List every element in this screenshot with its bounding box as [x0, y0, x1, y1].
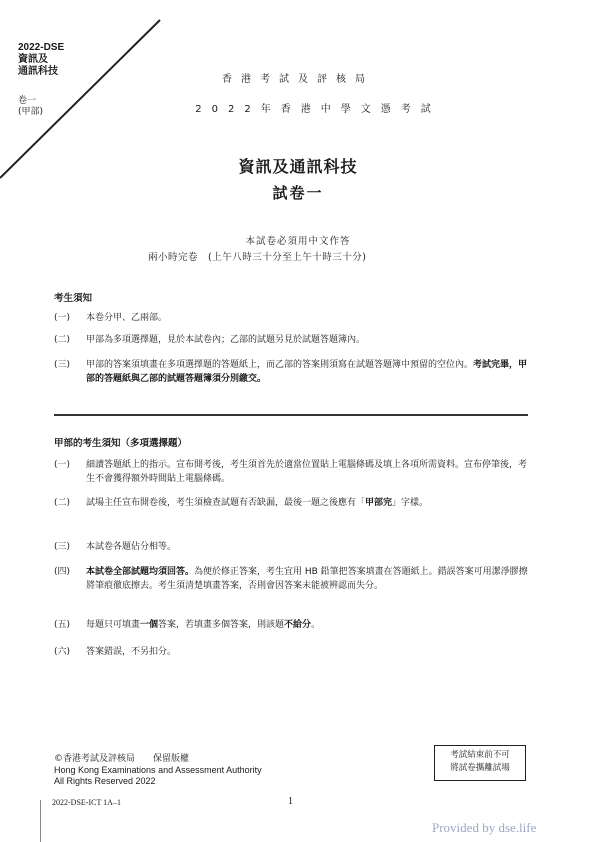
- notice-line2: 將試卷攜離試場: [450, 763, 510, 773]
- item-text: 細讀答題紙上的指示。宣布開考後，考生須首先於適當位置貼上電腦條碼及填上各項所需資料。宣布停筆後，考生不會獲得額外時間貼上電腦條碼。: [86, 460, 528, 484]
- corner-paper-line1: 卷一: [18, 96, 37, 106]
- subject-title: 資訊及通訊科技: [238, 157, 358, 176]
- item-number: (三): [54, 360, 71, 370]
- item-number: (五): [54, 620, 71, 630]
- section-a-item-5: [54, 618, 534, 632]
- item-number: (四): [54, 567, 71, 577]
- item-text-part: 答案，若填畫多個答案，則該題: [158, 620, 285, 630]
- exam-name: 2022年香港中學文憑考試: [195, 104, 441, 115]
- duration-text: 兩小時完卷: [148, 252, 199, 263]
- authority-name: 香港考試及評核局: [222, 74, 374, 85]
- item-text: [86, 565, 534, 593]
- item-text-bold: 一個: [140, 620, 159, 630]
- item-text-part: 。: [311, 620, 321, 630]
- general-item-1: [54, 311, 534, 325]
- corner-paper-line2: (甲部): [18, 107, 44, 117]
- corner-subject-line1: 資訊及: [18, 54, 48, 65]
- item-text-bold: 考試完畢，甲部的答題紙與乙部的試題答題簿須分別繳交。: [86, 360, 528, 384]
- paper-title: 試卷一: [272, 184, 324, 202]
- item-number: (一): [54, 313, 71, 323]
- item-text: [86, 618, 534, 632]
- item-text-part: 每題只可填畫: [86, 620, 141, 630]
- general-instructions-heading: 考生須知: [54, 293, 93, 304]
- item-text-part: 為便於修正答案，考生宜用 HB 鉛筆把答案填畫在答題紙上。錯誤答案可用潔淨膠擦將筆痕徹底擦去。考生須清楚填畫答案，否則會因答案未能被辨認而失分。: [86, 567, 528, 591]
- item-number: (二): [54, 498, 71, 508]
- item-text-bold: 甲部完: [365, 498, 393, 508]
- section-divider: [54, 414, 528, 416]
- item-number: (一): [54, 460, 71, 470]
- item-text-normal: 甲部的答案須填畫在多項選擇題的答題紙上，而乙部的答案則須寫在試題答題簿中預留的空位內。: [86, 360, 474, 370]
- item-text: [86, 496, 534, 510]
- item-text: 本試卷各題佔分相等。: [86, 542, 177, 552]
- exam-duration: [148, 249, 376, 263]
- margin-line: [40, 800, 41, 842]
- paper-code: 2022-DSE-ICT 1A–1: [52, 798, 121, 807]
- general-item-2: [54, 333, 534, 347]
- corner-subject-line2: 通訊科技: [18, 66, 58, 77]
- item-number: (六): [54, 647, 71, 657]
- time-range-text: (上午八時三十分至上午十時三十分): [208, 252, 367, 263]
- section-a-item-1: [54, 458, 534, 486]
- language-instruction: 本試卷必須用中文作答: [245, 236, 351, 247]
- item-text: [86, 358, 534, 386]
- item-text-bold: 本試卷全部試題均須回答。: [86, 567, 195, 577]
- item-text: 答案錯誤，不另扣分。: [86, 647, 177, 657]
- page-number: 1: [288, 796, 293, 807]
- item-text-bold: 不給分: [284, 620, 312, 630]
- section-a-item-6: [54, 645, 534, 659]
- section-a-item-3: [54, 540, 534, 554]
- general-item-3: [54, 358, 534, 386]
- copyright-en-line2: All Rights Reserved 2022: [54, 776, 156, 786]
- copyright-en-line1: Hong Kong Examinations and Assessment Authority: [54, 765, 262, 775]
- item-number: (三): [54, 542, 71, 552]
- item-text: 甲部為多項選擇題，見於本試卷內；乙部的試題另見於試題答題簿內。: [86, 335, 366, 345]
- copyright-cn: ©香港考試及評核局 保留版權: [54, 754, 190, 764]
- item-text-part: 」字樣。: [392, 498, 429, 508]
- item-text-part: 試場主任宣布開卷後，考生須檢查試題有否缺漏，最後一題之後應有「: [86, 498, 366, 508]
- watermark-provided: Provided by dse.life: [432, 820, 537, 835]
- copyright-block: [54, 754, 262, 787]
- section-a-heading: 甲部的考生須知（多項選擇題）: [54, 438, 188, 449]
- section-a-item-2: [54, 496, 534, 510]
- section-a-item-4: [54, 565, 534, 593]
- item-text: 本卷分甲、乙兩部。: [86, 313, 168, 323]
- corner-exam-code: 2022-DSE: [18, 42, 65, 53]
- notice-line1: 考試結束前不可: [450, 750, 510, 760]
- item-number: (二): [54, 335, 71, 345]
- notice-box: [434, 745, 526, 781]
